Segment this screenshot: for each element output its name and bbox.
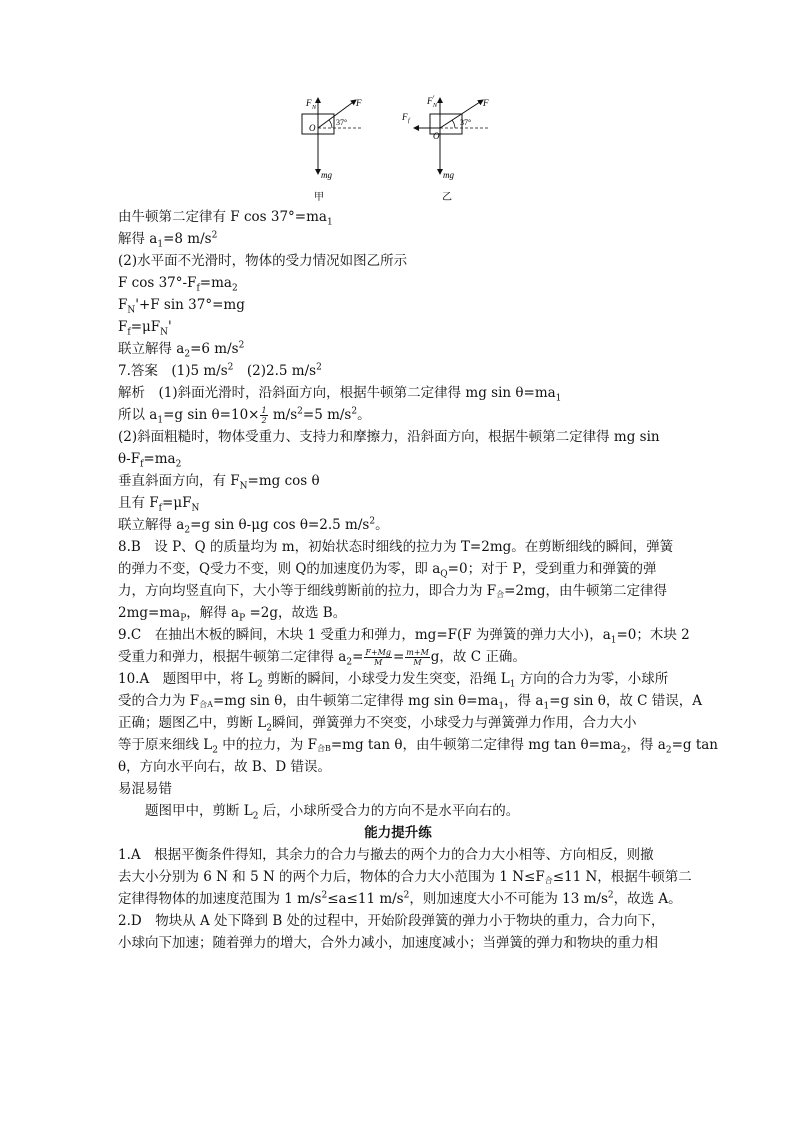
text-line: 的弹力不变，Q受力不变，则 Q的加速度仍为零，即 $a_Q=0$；对于 P，受到重力和弹簧的弹 — [118, 561, 657, 580]
text-line: 8.B 设 P、Q 的质量均为 m，初始状态时细线的拉力为 T=2mg。在剪断细线的瞬间，弹簧 — [118, 539, 674, 555]
text-line: 定律得物体的加速度范围为 1 $m/s^2\le a\le 11$ $m/s^2$，则加速度大小不可能为 13 $m/s^2$，故选 A。 — [118, 890, 682, 907]
text-line: 去大小分别为 6 N 和 5 N 的两个力后，物体的合力大小范围为 1 $N\le F_合\le 11$ N，根据牛顿第二 — [118, 869, 692, 885]
fn-sub: N — [312, 105, 317, 111]
text-line: F $\cos 37^\circ-F_f=ma_2$ — [118, 275, 238, 294]
section-heading: 能力提升练 — [364, 825, 432, 841]
ff-sub: f — [408, 118, 410, 124]
text-line: $2mg=ma_P$，解得 $a_P =2g$，故选 B。 — [118, 605, 347, 624]
text-line: 受的合力为 $F_{合A}=mg$ sin θ，由牛顿第二定律得 mg $\sin \theta=ma_1$，得 $a_1=g$ sin θ，故 C 错误，A — [118, 693, 702, 712]
caption-yi: 乙 — [442, 192, 452, 203]
diagram-yi — [401, 94, 490, 203]
angle-arc-yi — [452, 120, 455, 128]
fraction: $\frac{F+Mg}{M}$ — [365, 648, 391, 667]
text-line: 受重力和弹力，根据牛顿第二定律得 $a_2=$ $\frac{F+Mg}{M}$ = $\frac{m+M}{M}$ g，故 C 正确。 — [118, 648, 526, 668]
mg-label-yi: mg — [443, 170, 454, 180]
ff-label: F — [402, 112, 408, 122]
text-line: 解得 $a_1=8$ $m/s^2$ — [118, 230, 218, 250]
text-line: 10.A 题图甲中，将 $L_2$ 剪断的瞬间，小球受力发生突变，沿绳 $L_1$ 方向的合力为零，小球所 — [118, 671, 669, 690]
angle-label: 37° — [336, 118, 348, 127]
text-line: 2.D 物块从 A 处下降到 B 处的过程中，开始阶段弹簧的弹力小于物块的重力，合力向下， — [118, 913, 665, 929]
fn-label: F — [306, 98, 312, 108]
mg-label: mg — [321, 170, 332, 180]
solution-text — [118, 206, 718, 954]
text-line: (2)水平面不光滑时，物体的受力情况如图乙所示 — [118, 253, 408, 269]
text-line: 垂直斜面方向，有 $F_N=mg$ cos θ — [118, 473, 320, 492]
fn-label-yi: F — [427, 96, 433, 106]
fn-sub-yi: N — [433, 103, 438, 109]
text-line: 正确；题图乙中，剪断 $L_2$瞬间，弹簧弹力不突变，小球受力与弹簧弹力作用，合力大小 — [118, 715, 637, 734]
text-line: 1.A 根据平衡条件得知，其余力的合力与撤去的两个力的合力大小相等、方向相反，则撤 — [118, 847, 654, 863]
caption-jia: 甲 — [314, 192, 324, 203]
text-line: 等于原来细线 $L_2$ 中的拉力，为 $F_{合B}=mg$ tan θ，由牛顿第二定律得 mg $\tan \theta=ma_2$，得 $a_2=g$ tan — [118, 737, 718, 756]
text-line: 解析 (1)斜面光滑时，沿斜面方向，根据牛顿第二定律得 mg $\sin \theta=ma_1$ — [118, 385, 562, 404]
f-label-yi: F — [483, 98, 489, 108]
text-line: 且有 $F_f=\mu F_N$ — [118, 495, 200, 514]
text-line: (2)斜面粗糙时，物体受重力、支持力和摩擦力，沿斜面方向，根据牛顿第二定律得 mg sin — [118, 429, 660, 445]
text-line: 所以 $a_1=g$ sin θ=10× $\frac{1}{2}$ $m/s^2=5$ $m/s^2$。 — [118, 406, 371, 426]
angle-arc — [329, 120, 332, 128]
fn-prime-yi: ′ — [433, 94, 435, 103]
force-diagram-svg — [290, 92, 500, 207]
angle-label-yi: 37° — [460, 118, 472, 127]
text-line: $F_N'+F$ sin 37°=mg — [118, 297, 245, 316]
text-line: $\theta-F_f=ma_2$ — [118, 451, 182, 470]
fraction: $\frac{1}{2}$ — [261, 406, 267, 425]
text-line: 联立解得 $a_2=g$ sin θ-μg cos θ=2.5 $m/s^2$。 — [118, 516, 389, 536]
origin-label: O — [309, 123, 316, 133]
f-label: F — [356, 98, 362, 108]
text-line: 题图甲中，剪断 $L_2$ 后，小球所受合力的方向不是水平向右的。 — [145, 803, 520, 822]
diagram-jia — [302, 98, 362, 203]
tip-label: 易混易错 — [118, 781, 172, 797]
text-line: 9.C 在抽出木板的瞬间，木块 1 受重力和弹力，mg=F(F 为弹簧的弹力大小)，$a_1=0$；木块 2 — [118, 627, 690, 646]
text-line: $F_f=\mu F_N'$ — [118, 319, 172, 338]
force-diagrams — [290, 92, 500, 207]
text-line: θ，方向水平向右，故 B、D 错误。 — [118, 759, 331, 775]
text-line: 小球向下加速；随着弹力的增大，合外力减小，加速度减小；当弹簧的弹力和物块的重力相 — [118, 935, 658, 951]
text-line: 联立解得 $a_2=6$ $m/s^2$ — [118, 340, 245, 360]
origin-label-yi: O — [433, 131, 440, 141]
text-line: 7.答案 (1)5 $m/s^2$ (2)2.5 $m/s^2$ — [118, 362, 322, 379]
text-line: 由牛顿第二定律有 F $\cos 37^\circ=ma_1$ — [118, 209, 333, 228]
text-line: 力，方向均竖直向下，大小等于细线剪断前的拉力，即合力为 $F_合=2mg$，由牛顿第二定律得 — [118, 583, 668, 599]
fraction: $\frac{m+M}{M}$ — [406, 648, 429, 667]
